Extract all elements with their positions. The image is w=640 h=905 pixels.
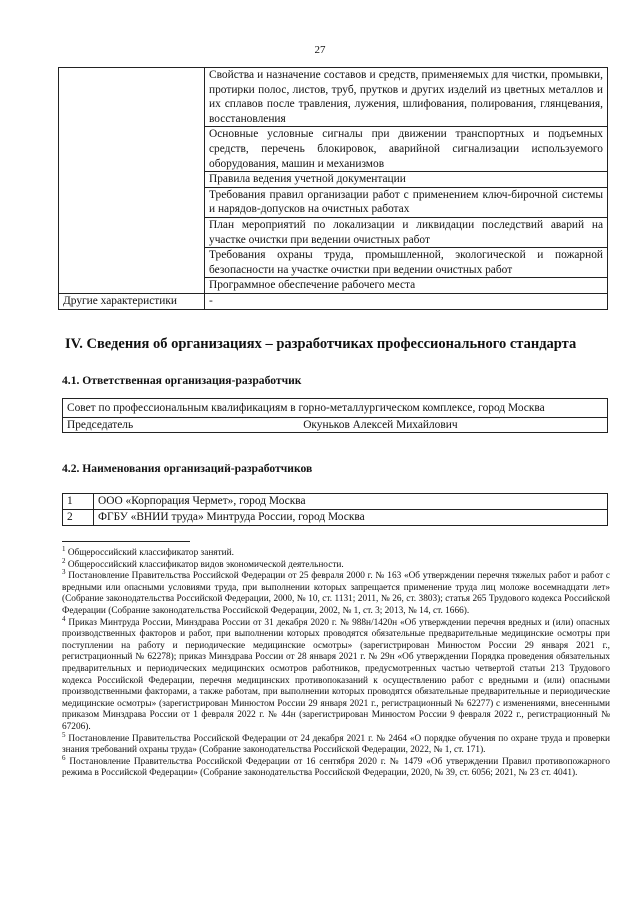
knowledge-item: Программное обеспечение рабочего места <box>205 278 608 294</box>
footnote-text: Постановление Правительства Российской Федерации от 25 февраля 2000 г. № 163 «Об утверждении перечня тяжелых работ и работ с вредными или опасными условиями труда, при выполнении которых запрещается применение труда лиц моложе восемнадцати лет» (Собрание законодательства Российской Федерации, 2000, № 10, ст. 1131; 2011, № 26, ст. 3803); статья 265 Трудового кодекса Российской Федерации (Собрание законодательства Российской Федерации, 2002, № 1, ст. 3; 2013, № 14, ст. 1666). <box>62 571 610 616</box>
footnote-mark: 4 <box>62 614 66 623</box>
responsible-org-table <box>62 398 608 433</box>
knowledge-item: Требования правил организации работ с применением ключ-бирочной системы и нарядов-допусков на очистных работах <box>205 187 608 217</box>
footnote <box>62 568 610 617</box>
footnote-text: Постановление Правительства Российской Федерации от 16 сентября 2020 г. № 1479 «Об утверждении Правил противопожарного режима в Российской Федерации» (Собрание законодательства Российской Федерации, 2020, № 39, ст. 6056; 2021, № 23 ст. 4041). <box>62 756 610 779</box>
developer-name: ФГБУ «ВНИИ труда» Минтруда России, город Москва <box>94 510 608 526</box>
role-row <box>63 418 608 433</box>
knowledge-item: План мероприятий по локализации и ликвидации последствий аварий на участке очистки при ведении очистных работ <box>205 217 608 247</box>
knowledge-table <box>58 67 608 310</box>
footnote <box>62 614 610 734</box>
footnote-mark: 5 <box>62 730 66 739</box>
section-title: IV. Сведения об организациях – разработчиках профессионального стандарта <box>65 336 577 352</box>
knowledge-item: Свойства и назначение составов и средств, применяемых для чистки, промывки, протирки полос, листов, труб, прутков и других изделий из цветных металлов и их сплавов после травления, лужения, шлифования, полирования, глянцевания, восстановления <box>205 68 608 127</box>
footnote-text: Постановление Правительства Российской Федерации от 24 декабря 2021 г. № 2464 «О порядке обучения по охране труда и проверки знания требований охраны труда» (Собрание законодательства Российской Федерации, 2022, № 1, ст. 171). <box>62 733 610 756</box>
organization-name: Совет по профессиональным квалификациям в горно-металлургическом комплексе, город Москва <box>63 399 608 418</box>
knowledge-item: Требования охраны труда, промышленной, экологической и пожарной безопасности на участке очистки при ведении очистных работ <box>205 248 608 278</box>
footnote-mark: 2 <box>62 556 66 565</box>
role-label: Председатель <box>67 419 134 431</box>
table-row <box>63 494 608 510</box>
footnote-mark: 1 <box>62 544 66 553</box>
footnote-separator <box>62 541 190 542</box>
footnotes <box>62 544 610 780</box>
table-row <box>63 510 608 526</box>
knowledge-item: Правила ведения учетной документации <box>205 172 608 188</box>
person-name: Окуньков Алексей Михайлович <box>303 419 458 431</box>
footnote <box>62 544 610 560</box>
other-characteristics-label: Другие характеристики <box>59 293 205 309</box>
footnote-text: Общероссийский классификатор занятий. <box>65 548 234 558</box>
row-number: 2 <box>63 510 94 526</box>
footnote-mark: 3 <box>62 568 66 577</box>
developers-heading: 4.2. Наименования организаций-разработчиков <box>62 462 313 475</box>
developer-name: ООО «Корпорация Чермет», город Москва <box>94 494 608 510</box>
footnote <box>62 556 610 572</box>
developers-table <box>62 493 608 526</box>
footnote-mark: 6 <box>62 753 66 762</box>
page-number: 27 <box>314 44 326 56</box>
knowledge-item: Основные условные сигналы при движении транспортных и подъемных средств, перечень блокировок, аварийной сигнализации используемого оборудования, машин и механизмов <box>205 127 608 172</box>
footnote <box>62 753 610 780</box>
footnote-text: Приказ Минтруда России, Минздрава России от 31 декабря 2020 г. № 988н/1420н «Об утверждении перечня вредных и (или) опасных производственных факторов и работ, при выполнении которых проводятся обязательные предварительные медицинские осмотры при поступлении на работу и периодические медицинские осмотры» (зарегистрирован Минюстом России 29 января 2021 г., регистрационный № 62278); приказ Минздрава России от 28 января 2021 г. № 29н «Об утверждении Порядка проведения обязательных предварительных и периодических медицинских осмотров работников, предусмотренных частью четвертой статьи 213 Трудового кодекса Российской Федерации, перечня медицинских противопоказаний к осуществлению работ с вредными и (или) опасными производственными факторами, а также работам, при выполнении которых проводятся обязательные предварительные и периодические медицинские осмотры» (зарегистрирован Минюстом России 29 января 2021 г., регистрационный № 62277) с изменениями, внесенными приказом Минздрава России от 1 февраля 2022 г. № 44н (зарегистрирован Минюстом России 9 февраля 2022 г., регистрационный № 67206). <box>62 617 610 732</box>
footnote-text: Общероссийский классификатор видов экономической деятельности. <box>65 559 344 570</box>
footnote <box>62 730 610 757</box>
other-characteristics-value: - <box>205 293 608 309</box>
responsible-heading: 4.1. Ответственная организация-разработчик <box>62 374 302 387</box>
row-number: 1 <box>63 494 94 510</box>
table-cell-empty <box>59 68 205 294</box>
